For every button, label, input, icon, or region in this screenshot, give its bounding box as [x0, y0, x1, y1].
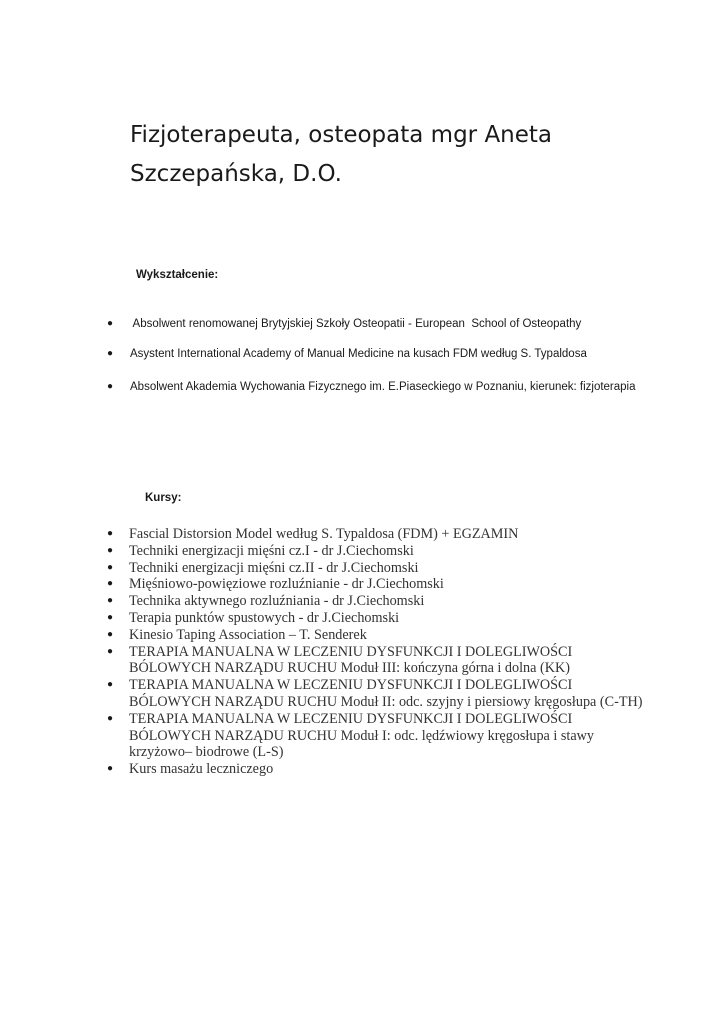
page-title: Fizjoterapeuta, osteopata mgr Aneta Szczepańska, D.O. [130, 122, 553, 187]
bullet-icon: ● [107, 381, 114, 392]
bullet-icon: ● [107, 348, 114, 359]
list-item [107, 377, 640, 397]
course-item-text: Terapia punktów spustowych - dr J.Ciechomski [129, 609, 400, 626]
course-item-text: Techniki energizacji mięśni cz.I - dr J.Ciechomski [129, 542, 414, 559]
education-item-text: Asystent International Academy of Manual Medicine na kusach FDM według S. Typaldosa [130, 348, 587, 360]
list-item [107, 761, 649, 778]
list-item [107, 314, 640, 334]
list-item [107, 526, 649, 543]
course-item-text: TERAPIA MANUALNA W LECZENIU DYSFUNKCJI I DOLEGLIWOŚCI BÓLOWYCH NARZĄDU RUCHU Moduł III: kończyna górna i dolna (KK) [129, 643, 573, 677]
list-item [107, 576, 649, 593]
bullet-icon: ● [107, 679, 114, 691]
bullet-icon: ● [107, 318, 114, 329]
bullet-icon: ● [107, 712, 114, 724]
list-item [107, 559, 649, 577]
bullet-icon: ● [107, 578, 114, 590]
education-item-text: Absolwent renomowanej Brytyjskiej Szkoły Osteopatii - European School of Osteopathy [130, 318, 582, 330]
bullet-icon: ● [107, 595, 114, 607]
course-item-text: Mięśniowo-powięziowe rozluźnianie - dr J.Ciechomski [129, 576, 444, 593]
course-item-text: Kurs masażu leczniczego [129, 761, 274, 778]
list-item [107, 609, 649, 627]
bullet-icon: ● [107, 561, 114, 573]
bullet-icon: ● [107, 544, 114, 556]
course-item-text: Techniki energizacji mięśni cz.II - dr J.Ciechomski [129, 559, 419, 576]
bullet-icon: ● [107, 528, 114, 539]
bullet-icon: ● [107, 763, 114, 775]
education-item-text: Absolwent Akademia Wychowania Fizycznego im. E.Piaseckiego w Poznaniu, kierunek: fizjoterapia [130, 381, 636, 393]
courses-list [107, 526, 649, 778]
list-item [107, 593, 649, 610]
list-item [107, 626, 649, 644]
course-item-text: Kinesio Taping Association – T. Senderek [129, 626, 367, 643]
list-item [107, 710, 649, 761]
course-item-text: TERAPIA MANUALNA W LECZENIU DYSFUNKCJI I DOLEGLIWOŚCI BÓLOWYCH NARZĄDU RUCHU Moduł II: odc. szyjny i piersiowy kręgosłupa (C-TH) [129, 677, 643, 710]
course-item-text: Technika aktywnego rozluźniania - dr J.Ciechomski [129, 593, 425, 610]
list-item [107, 643, 649, 678]
list-item [107, 344, 640, 364]
bullet-icon: ● [107, 611, 114, 623]
education-heading: Wykształcenie: [136, 269, 219, 281]
course-item-text: TERAPIA MANUALNA W LECZENIU DYSFUNKCJI I DOLEGLIWOŚCI BÓLOWYCH NARZĄDU RUCHU Moduł I: odc. lędźwiowy kręgosłupa i stawy krzyżowo– biodrowe (L-S) [129, 710, 594, 761]
bullet-icon: ● [107, 645, 114, 657]
list-item [107, 542, 649, 560]
bullet-icon: ● [107, 628, 114, 640]
list-item [107, 677, 649, 711]
course-item-text: Fascial Distorsion Model według S. Typaldosa (FDM) + EGZAMIN [129, 526, 519, 542]
courses-heading: Kursy: [145, 492, 182, 504]
